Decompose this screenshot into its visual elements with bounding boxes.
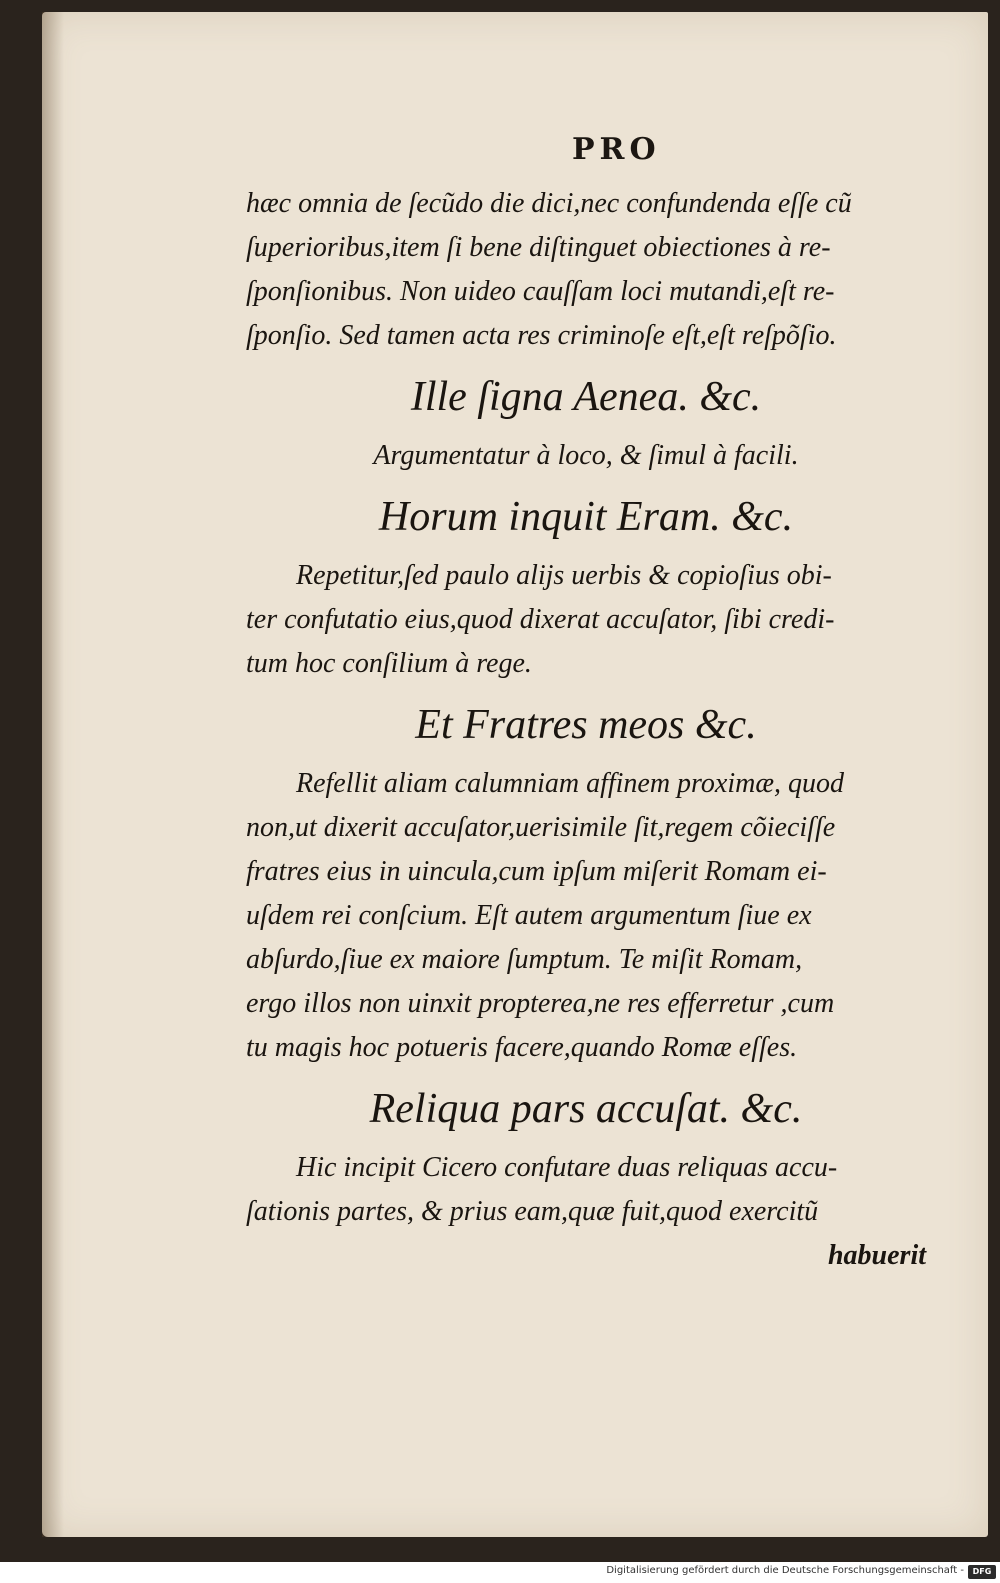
footer-bar xyxy=(0,1562,1000,1583)
lemma-heading: Ille ſigna Aenea. &c. xyxy=(410,374,762,420)
commentary-line: Argumentatur à loco, & ſimul à facili. xyxy=(373,440,799,471)
text-line: hæc omnia de ſecũdo die dici,nec confundenda eſſe cũ xyxy=(246,188,852,219)
book-page xyxy=(42,12,988,1537)
text-line: Repetitur,ſed paulo alijs uerbis & copioſius obi- xyxy=(296,560,832,591)
text-line: non,ut dixerit accuſator,uerisimile ſit,regem cõieciſſe xyxy=(246,812,836,843)
text-line: ter confutatio eius,quod dixerat accuſator, ſibi credi- xyxy=(246,604,835,635)
text-line: fratres eius in uincula,cum ipſum miſerit Romam ei- xyxy=(246,856,827,887)
text-block xyxy=(246,182,926,1278)
lemma-heading: Et Fratres meos &c. xyxy=(415,702,757,748)
text-line: ſuperioribus,item ſi bene diſtinguet obiectiones à re- xyxy=(246,232,831,263)
text-line: ergo illos non uinxit propterea,ne res efferretur ,cum xyxy=(246,988,835,1019)
text-line: ſponſio. Sed tamen acta res criminoſe eſt,eſt reſpõſio. xyxy=(246,320,837,351)
lemma-heading: Horum inquit Eram. &c. xyxy=(378,494,794,540)
text-line: Hic incipit Cicero confutare duas reliquas accu- xyxy=(296,1152,838,1183)
text-line: abſurdo,ſiue ex maiore ſumptum. Te miſit Romam, xyxy=(246,944,803,975)
text-line: ſationis partes, & prius eam,quæ fuit,quod exercitũ xyxy=(246,1196,819,1227)
text-line: tu magis hoc potueris facere,quando Romæ eſſes. xyxy=(246,1032,798,1063)
text-line: ſponſionibus. Non uideo cauſſam loci mutandi,eſt re- xyxy=(246,276,835,307)
catchword: habuerit xyxy=(827,1240,926,1271)
dfg-logo: DFG xyxy=(968,1565,996,1579)
funding-credit: Digitalisierung gefördert durch die Deutsche Forschungsgemeinschaft - xyxy=(606,1565,964,1576)
lemma-heading: Reliqua pars accuſat. &c. xyxy=(369,1086,803,1132)
text-line: Refellit aliam calumniam affinem proximæ, quod xyxy=(296,768,845,799)
gutter-shadow xyxy=(42,12,64,1537)
text-line: uſdem rei conſcium. Eſt autem argumentum ſiue ex xyxy=(246,900,812,931)
running-head: PRO xyxy=(572,132,661,167)
text-line: tum hoc conſilium à rege. xyxy=(246,648,532,679)
